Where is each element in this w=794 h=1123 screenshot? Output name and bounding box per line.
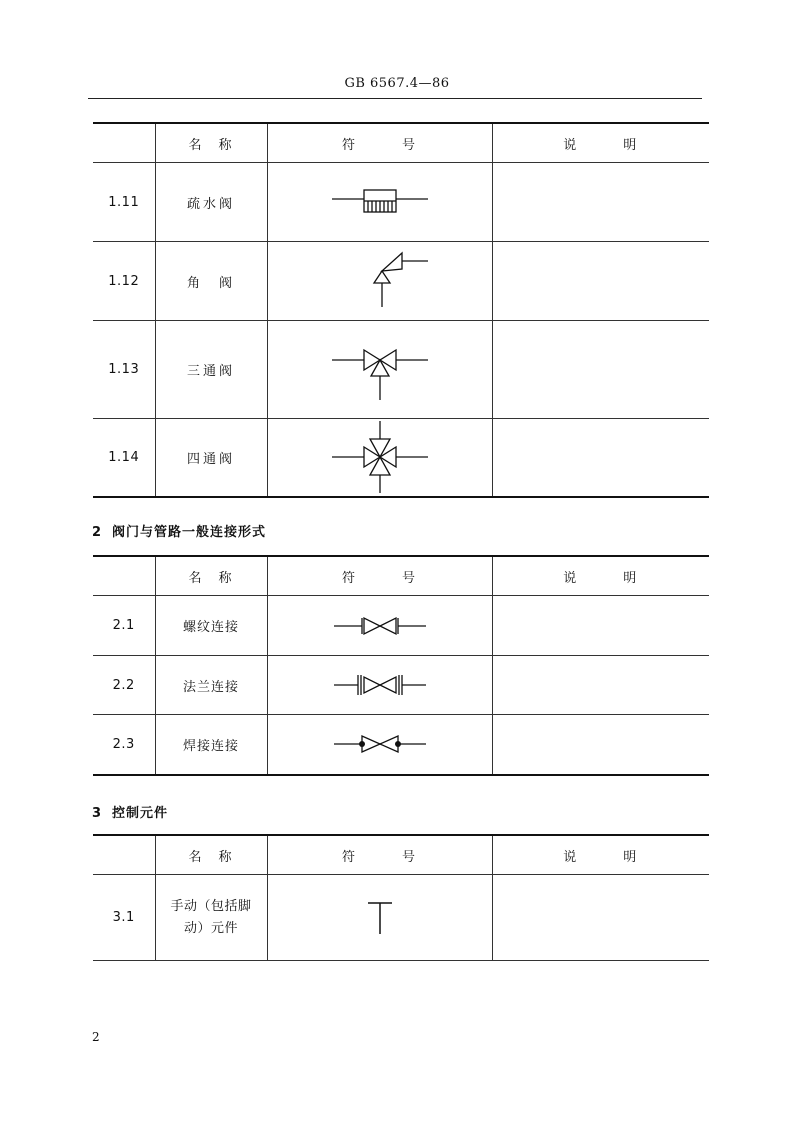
row-number: 2.3 bbox=[93, 715, 155, 775]
flange-connection-icon bbox=[330, 670, 430, 700]
connection-symbol-table bbox=[93, 555, 709, 776]
valve-symbol-table bbox=[93, 122, 709, 498]
row-number: 1.14 bbox=[93, 419, 155, 497]
section-number: 3 bbox=[92, 806, 103, 821]
row-symbol bbox=[267, 596, 492, 656]
document-header: GB 6567.4—86 bbox=[344, 76, 450, 91]
header-number-cell bbox=[93, 556, 155, 596]
row-number: 1.12 bbox=[93, 242, 155, 321]
table-header-row bbox=[93, 835, 709, 875]
header-number-cell bbox=[93, 123, 155, 163]
table-header-row bbox=[93, 123, 709, 163]
section-title-text: 阀门与管路一般连接形式 bbox=[112, 525, 267, 540]
row-description bbox=[492, 875, 709, 961]
row-name: 焊接连接 bbox=[155, 715, 267, 775]
row-name-line-1: 手动（包括脚 bbox=[170, 898, 252, 914]
manual-actuator-icon bbox=[360, 898, 400, 938]
section-title-text: 控制元件 bbox=[112, 806, 169, 821]
row-number: 2.2 bbox=[93, 656, 155, 715]
row-symbol bbox=[267, 715, 492, 775]
header-number-cell bbox=[93, 835, 155, 875]
row-name: 螺纹连接 bbox=[155, 596, 267, 656]
table-row bbox=[93, 163, 709, 242]
four-way-valve-icon bbox=[330, 419, 430, 495]
row-description bbox=[492, 419, 709, 497]
header-name: 名 称 bbox=[155, 835, 267, 875]
control-element-table bbox=[93, 834, 709, 961]
row-number: 1.11 bbox=[93, 163, 155, 242]
row-name bbox=[155, 875, 267, 961]
row-name: 四通阀 bbox=[155, 419, 267, 497]
table-header-row bbox=[93, 556, 709, 596]
section-2-title bbox=[92, 521, 266, 540]
table-row bbox=[93, 875, 709, 961]
row-description bbox=[492, 163, 709, 242]
header-description: 说 明 bbox=[492, 123, 709, 163]
row-description bbox=[492, 656, 709, 715]
table-row bbox=[93, 419, 709, 497]
table-row bbox=[93, 715, 709, 775]
threaded-connection-icon bbox=[330, 611, 430, 641]
row-symbol bbox=[267, 419, 492, 497]
row-name: 角 阀 bbox=[155, 242, 267, 321]
row-number: 1.13 bbox=[93, 321, 155, 419]
header-description: 说 明 bbox=[492, 835, 709, 875]
three-way-valve-icon bbox=[330, 338, 430, 402]
row-name-line-2: 动）元件 bbox=[183, 920, 238, 936]
header-rule bbox=[88, 98, 702, 99]
header-name: 名 称 bbox=[155, 123, 267, 163]
row-symbol bbox=[267, 242, 492, 321]
header-symbol: 符 号 bbox=[267, 835, 492, 875]
header-description: 说 明 bbox=[492, 556, 709, 596]
section-number: 2 bbox=[92, 525, 103, 540]
welded-connection-icon bbox=[330, 729, 430, 759]
row-symbol bbox=[267, 656, 492, 715]
row-description bbox=[492, 321, 709, 419]
row-description bbox=[492, 715, 709, 775]
row-symbol bbox=[267, 321, 492, 419]
header-symbol: 符 号 bbox=[267, 123, 492, 163]
row-symbol bbox=[267, 875, 492, 961]
row-name: 法兰连接 bbox=[155, 656, 267, 715]
row-name: 三通阀 bbox=[155, 321, 267, 419]
row-number: 2.1 bbox=[93, 596, 155, 656]
table-row bbox=[93, 656, 709, 715]
table-row bbox=[93, 242, 709, 321]
angle-valve-icon bbox=[330, 251, 430, 311]
table-row bbox=[93, 321, 709, 419]
row-description bbox=[492, 596, 709, 656]
row-number: 3.1 bbox=[93, 875, 155, 961]
row-symbol bbox=[267, 163, 492, 242]
page-number: 2 bbox=[92, 1030, 100, 1044]
steam-trap-icon bbox=[330, 182, 430, 222]
header-symbol: 符 号 bbox=[267, 556, 492, 596]
table-row bbox=[93, 596, 709, 656]
row-name: 疏水阀 bbox=[155, 163, 267, 242]
section-3-title bbox=[92, 802, 168, 821]
header-name: 名 称 bbox=[155, 556, 267, 596]
row-description bbox=[492, 242, 709, 321]
